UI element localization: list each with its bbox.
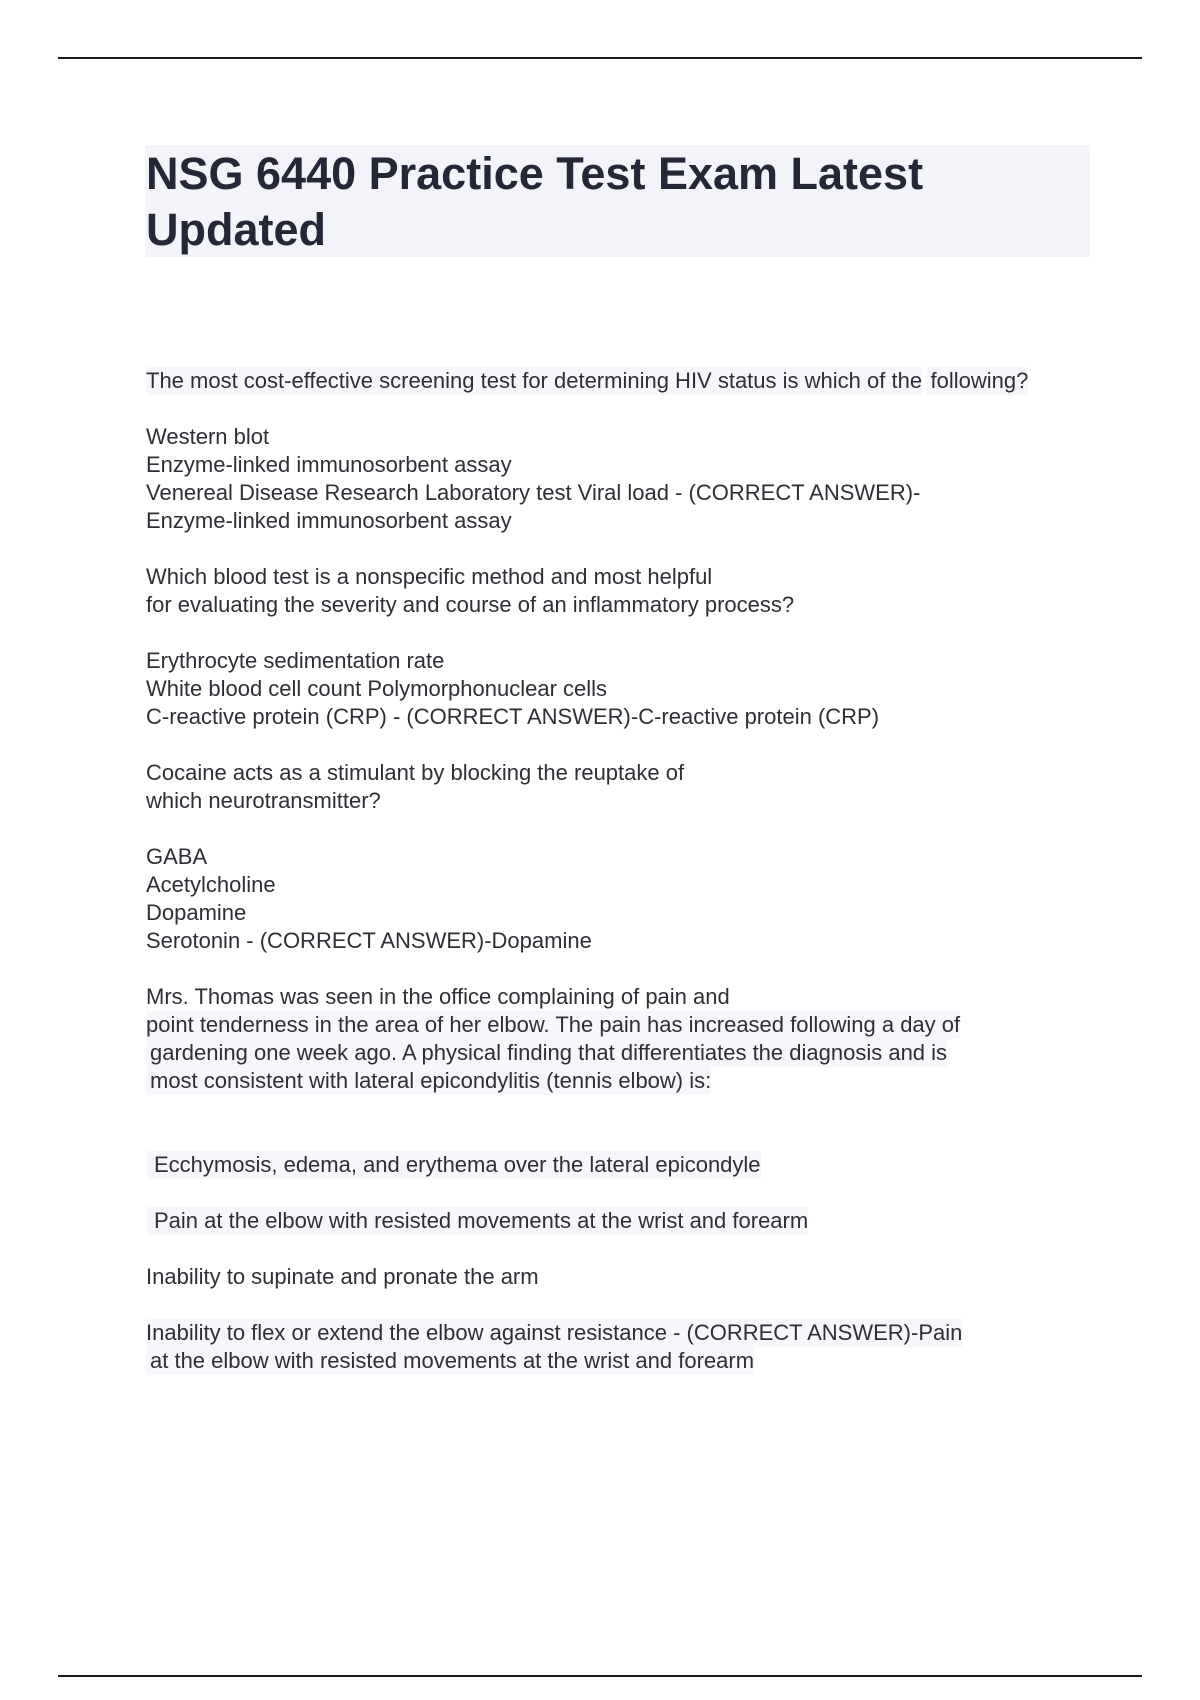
answer-option: Serotonin - (CORRECT ANSWER)-Dopamine <box>146 928 592 953</box>
answer-option: Dopamine <box>146 900 247 925</box>
answer-option: Venereal Disease Research Laboratory test Viral load - (CORRECT ANSWER)- <box>146 480 921 505</box>
document-body <box>146 367 1096 1375</box>
answer-option: C-reactive protein (CRP) - (CORRECT ANSWER)-C-reactive protein (CRP) <box>146 704 880 729</box>
question-text-line: most consistent with lateral epicondylitis (tennis elbow) is: <box>146 1067 711 1095</box>
answer-option: Western blot <box>146 424 270 449</box>
question-text-line: for evaluating the severity and course of an inflammatory process? <box>146 592 795 617</box>
answer-option: GABA <box>146 844 208 869</box>
answer-option: Ecchymosis, edema, and erythema over the lateral epicondyle <box>146 1151 761 1179</box>
question-text-line: which neurotransmitter? <box>146 788 381 813</box>
question-block <box>146 759 1096 955</box>
answer-option: Enzyme-linked immunosorbent assay <box>146 452 512 477</box>
answer-option: Inability to supinate and pronate the arm <box>146 1264 539 1289</box>
answer-option: at the elbow with resisted movements at the wrist and forearm <box>146 1347 754 1375</box>
question-block <box>146 563 1096 731</box>
question-text-line: gardening one week ago. A physical finding that differentiates the diagnosis and is <box>146 1039 947 1067</box>
question-text-line: The most cost-effective screening test for determining HIV status is which of the <box>146 368 923 393</box>
top-rule <box>58 57 1142 59</box>
answer-option: Inability to flex or extend the elbow against resistance - (CORRECT ANSWER)-Pain <box>146 1320 963 1345</box>
question-text-line: Which blood test is a nonspecific method and most helpful <box>146 564 713 589</box>
answer-option: Acetylcholine <box>146 872 276 897</box>
question-text-line: Cocaine acts as a stimulant by blocking the reuptake of <box>146 760 685 785</box>
bottom-rule <box>58 1675 1142 1677</box>
answer-option: Enzyme-linked immunosorbent assay <box>146 508 512 533</box>
question-text-line: point tenderness in the area of her elbow. The pain has increased following a day of <box>146 1012 961 1037</box>
answer-option: Erythrocyte sedimentation rate <box>146 648 445 673</box>
question-text-line: Mrs. Thomas was seen in the office complaining of pain and <box>146 984 730 1009</box>
answer-option: Pain at the elbow with resisted movements at the wrist and forearm <box>146 1207 808 1235</box>
question-block <box>146 983 1096 1375</box>
page-title: NSG 6440 Practice Test Exam Latest Updated <box>146 148 924 255</box>
question-block <box>146 367 1096 535</box>
answer-option: White blood cell count Polymorphonuclear cells <box>146 676 608 701</box>
question-text-line: following? <box>927 367 1029 395</box>
